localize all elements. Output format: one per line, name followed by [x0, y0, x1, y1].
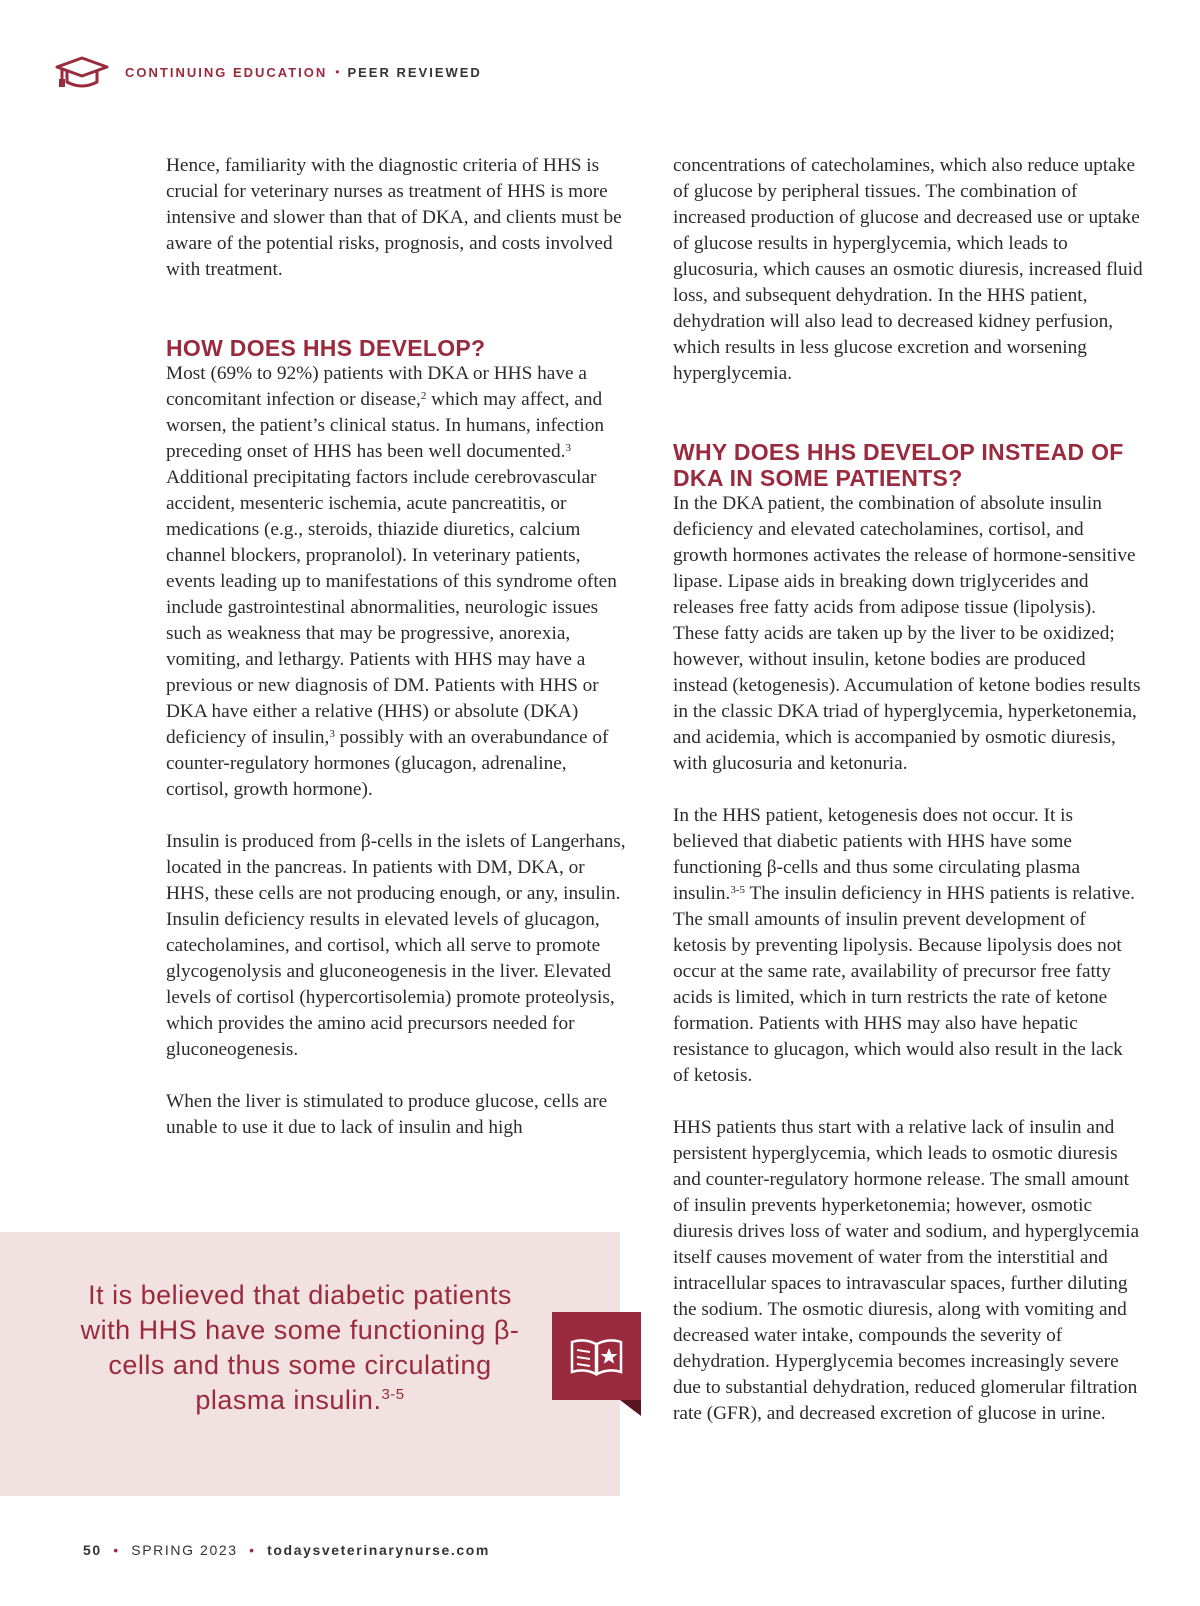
running-header	[55, 52, 482, 92]
citation-ref: 2	[420, 390, 427, 402]
pull-quote-citation: 3-5	[381, 1386, 405, 1403]
page-footer: 50 • SPRING 2023 • todaysveterinarynurse.com	[83, 1542, 490, 1558]
citation-ref: 3	[329, 728, 335, 740]
paragraph-intro: Hence, familiarity with the diagnostic criteria of HHS is crucial for veterinary nurses as treatment of HHS is more intensive and slower than that of DKA, and clients must be aware of the potential risks, prognosis, and costs involved with treatment.	[166, 155, 622, 280]
paragraph-hhs-summary: HHS patients thus start with a relative lack of insulin and persistent hyperglycemia, which leads to osmotic diuresis and counter-regulatory hormone release. The small amount of insulin prevents hyperketonemia; however, osmotic diuresis drives loss of water and sodium, and hyperglycemia itself causes movement of water from the interstitial and intracellular spaces to intravascular spaces, further diluting the sodium. The osmotic diuresis, along with vomiting and decreased water intake, compounds the severity of dehydration. Hyperglycemia becomes increasingly severe due to substantial dehydration, reduced glomerular filtration rate (GFR), and decreased excretion of glucose in urine.	[673, 1117, 1140, 1424]
book-star-icon	[552, 1312, 641, 1400]
left-column	[166, 153, 626, 1141]
heading-how-hhs-develops: HOW DOES HHS DEVELOP?	[166, 335, 486, 361]
website-link[interactable]: todaysveterinarynurse.com	[267, 1542, 490, 1558]
paragraph-liver: When the liver is stimulated to produce glucose, cells are unable to use it due to lack of insulin and high	[166, 1091, 608, 1138]
badge-fold	[620, 1400, 641, 1416]
paragraph-develop: Most (69% to 92%) patients with DKA or HHS have a concomitant infection or disease,$^2$ which may affect, and worsen, the patient’s clinical status. In humans, infection preceding onset of HHS has been well documented.$^3$ Additional precipitating factors include cerebrovascular accident, mesenteric ischemia, acute pancreatitis, or medications (e.g., steroids, thiazide diuretics, calcium channel blockers, propranolol). In veterinary patients, events leading up to manifestations of this syndrome often include gastrointestinal abnormalities, neurologic issues such as weakness that may be progressive, anorexia, vomiting, and lethargy. Patients with HHS may have a previous or new diagnosis of DM. Patients with HHS or DKA have either a relative (HHS) or absolute (DKA) deficiency of insulin,$^3$ possibly with an overabundance of counter-regulatory hormones (glucagon, adrenaline, cortisol, growth hormone).	[166, 363, 617, 800]
page-number: 50	[83, 1542, 102, 1558]
header-subsection: PEER REVIEWED	[347, 64, 482, 80]
paragraph-dka-patient: In the DKA patient, the combination of absolute insulin deficiency and elevated catecholamines, cortisol, and growth hormones activates the release of hormone-sensitive lipase. Lipase aids in breaking down triglycerides and releases free fatty acids from adipose tissue (lipolysis). These fatty acids are taken up by the liver to be oxidized; however, without insulin, ketone bodies are produced instead (ketogenesis). Accumulation of ketone bodies results in the classic DKA triad of hyperglycemia, hyperketonemia, and acidemia, which is accompanied by osmotic diuresis, with glucosuria and ketonuria.	[673, 493, 1141, 774]
heading-why-hhs-instead-of-dka: WHY DOES HHS DEVELOP INSTEAD OF DKA IN SOME PATIENTS?	[673, 439, 1124, 491]
header-section: CONTINUING EDUCATION	[125, 64, 328, 80]
book-badge	[552, 1312, 641, 1400]
citation-ref: 3-5	[730, 884, 745, 896]
citation-ref: 3	[565, 442, 571, 454]
pull-quote-text: It is believed that diabetic patients with HHS have some functioning β-cells and thus some circulating plasma insulin.$^{3-5}$	[80, 1280, 520, 1415]
paragraph-catecholamines: concentrations of catecholamines, which also reduce uptake of glucose by peripheral tissues. The combination of increased production of glucose and decreased use or uptake of glucose results in hyperglycemia, which leads to glucosuria, which causes an osmotic diuresis, increased fluid loss, and subsequent dehydration. In the HHS patient, dehydration will also lead to decreased kidney perfusion, which results in less glucose excretion and worsening hyperglycemia.	[673, 155, 1143, 384]
paragraph-insulin: Insulin is produced from β-cells in the islets of Langerhans, located in the pancreas. In patients with DM, DKA, or HHS, these cells are not producing enough, or any, insulin. Insulin deficiency results in elevated levels of glucagon, catecholamines, and cortisol, which all serve to promote glycogenolysis and gluconeogenesis in the liver. Elevated levels of cortisol (hypercortisolemia) promote proteolysis, which provides the amino acid precursors needed for gluconeogenesis.	[166, 831, 626, 1060]
paragraph-hhs-patient: In the HHS patient, ketogenesis does not occur. It is believed that diabetic patients with HHS have some functioning β-cells and thus some circulating plasma insulin.$^{3-5}$ The insulin deficiency in HHS patients is relative. The small amounts of insulin prevent development of ketosis by preventing lipolysis. Because lipolysis does not occur at the same rate, availability of precursor free fatty acids is limited, which in turn restricts the rate of ketone formation. Patients with HHS may also have hepatic resistance to glucagon, which would also result in the lack of ketosis.	[673, 805, 1136, 1086]
issue-label: SPRING 2023	[131, 1542, 238, 1558]
right-column	[673, 153, 1143, 1427]
pull-quote-box	[0, 1232, 620, 1496]
graduation-cap-icon	[55, 55, 109, 89]
header-separator: •	[335, 65, 340, 79]
